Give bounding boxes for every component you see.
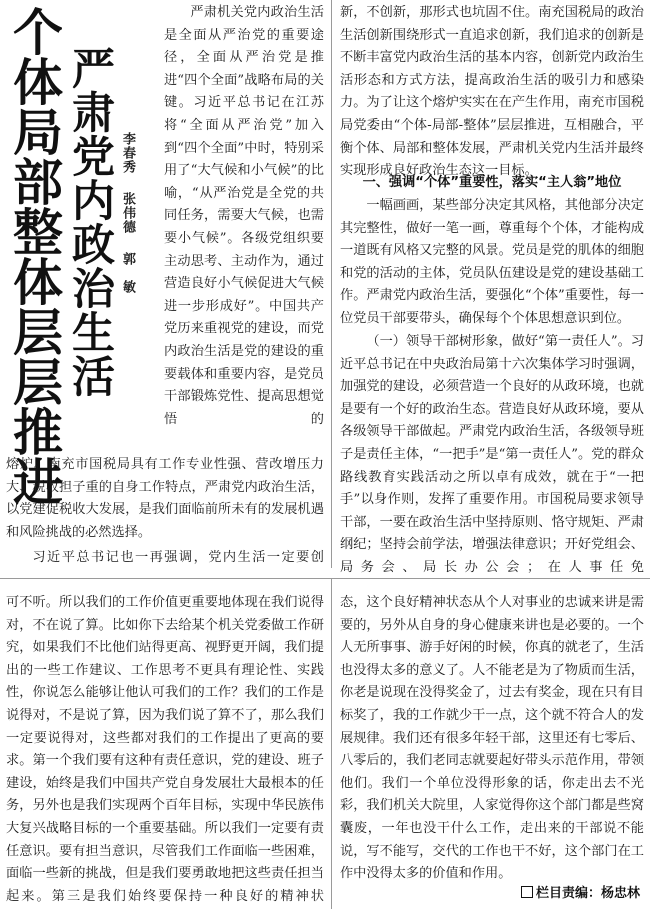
column-divider-bottom: [331, 578, 332, 909]
right-paragraph-1: 新，不创新，那形式也坑固不住。南充国税局的政治生活创新围绕形式一直追求创新，我们追求的创新是不断丰富党内政治生活的基本内容，创新党内政治生活形态和方式方法，提高政治生活的吸引力和感染力。为了让这个熔炉实实在在产生作用，南充市国税局党委由“个体-局部-整体”层层推进，互相融合，平衡个体、局部和整体发展，严肃机关党内生活并最终实现形成良好政治生态这一目标。: [340, 5, 644, 179]
bottom-left-column: 可不听。所以我们的工作价值更重要地体现在我们说得对，不在说了算。比如你下去给某个机关党委做工作研究，如果我们不比他们站得更高、视野更开阔，我们提出的一些工作建议、工作思考不更具有理论性、实践性，你说怎么能够让他认可我们的工作？我们的工作是说得对，不是说了算，因为我们说了算不了，那么我们一定要说得对，这些都对我们的工作提出了更高的要求。第一个我们要有这种有责任意识，党的建设、班子建设，始终是我们中国共产党自身发展壮大最根本的任务，另外也是我们实现两个百年目标，实现中华民族伟大复兴战略目标的一个重要基础。所以我们一定要有责任意识。要有担当意识，尽管我们工作面临一些困难，面临一些新的挑战，但是我们要勇敢地把这些责任担当起来。第三是我们始终要保持一种良好的精神状: [6, 595, 324, 904]
author-2: 张伟德: [120, 192, 135, 234]
author-1: 李春秀: [120, 132, 135, 174]
section-heading-1: 一、强调“个体”重要性，落实“主人翁”地位: [362, 175, 622, 190]
intro-narrow-column: 严肃机关党内政治生活是全面从严治党的重要途径，全面从严治党是推进“四个全面”战略布局的关键。习近平总书记在江苏将“全面从严治党”加入到“四个全面”中时，特别采用了“大气候和小气候”的比喻，“从严治党是全党的共同任务，需要大气候，也需要小气候”。各级党组织要主动思考、主动作为，通过营造良好小气候促进大气候进一步形成好”。中国共产党历来重视党的建设，而党内政治生活是党的建设的重要载体和重要内容，是党员干部锻炼党性、提高思想觉悟的: [164, 5, 324, 427]
right-paragraph-2: 一幅画画，某些部分决定其风格，其他部分决定其完整性，做好一笔一画，尊重每个个体，才能构成一道既有风格又完整的风景。党员是党的肌体的细胞和党的活动的主体，党员队伍建设是党的建设基础工作。严肃党内政治生活，要强化“个体”重要性，每一位党员干部要带头，确保每个个体思想意识到位。: [340, 198, 644, 326]
author-3: 郭 敏: [120, 252, 135, 294]
column-divider-top: [331, 0, 332, 568]
bottom-right-column: 态，这个良好精神状态从个人对事业的忠诚来讲是需要的，另外从自身的身心健康来讲也是必要的。一个人无所事事、游手好闲的时候，你真的就老了，生活也没得太多的意义了。人不能老是为了物质而生活，你老是说现在没得奖金了，过去有奖金，现在只有目标奖了，我的工作就少干一点，这个就不符合人的发展规律。我们还有很多年轻干部，这里还有七零后、八零后的，我们老同志就要起好带头示范作用，带领他们。我们一个单位没得形象的话，你走出去不光彩，我们机关大院里，人家觉得你这个部门都是些窝囊废，一年也没干什么工作，走出来的干部说不能说，写不能写，交代的工作也干不好，这个部门在工作中没得太多的价值和作用。: [340, 595, 644, 882]
article-title-sub: 严肃党内政治生活: [65, 46, 115, 398]
right-paragraph-3: （一）领导干部树形象，做好“第一责任人”。习近平总书记在中央政治局第十六次集体学习时强调，加强党的建设，必须营造一个良好的从政环境，也就是要有一个好的政治生态。营造良好从政环境，要从各级领导干部做起。严肃党内政治生活，各级领导班子是责任主体，“一把手”是“第一责任人”。党的群众路线教育实践活动之所以卓有成效，就在于“一把手”以身作则，发挥了重要作用。市国税局要求领导干部，一要在政治生活中坚持原则、恪守规矩、严肃纲纪；坚持会前学法，增强法律意识；开好党组会、局务会、局长办公会；在人事任免: [340, 334, 644, 575]
section-divider: [0, 578, 650, 579]
intro-continuation-line: 习近平总书记也一再强调，党内生活一定要创: [32, 550, 324, 565]
editor-label: 栏目责编：杨忠林: [535, 886, 640, 901]
column-editor-credit: [521, 882, 640, 901]
box-icon: [521, 886, 533, 898]
article-title-main: 个体局部整体层层推进: [5, 6, 63, 506]
intro-wide-column: 熔炉。南充市国税局具有工作专业性强、营改增压力大、税收担子重的自身工作特点，严肃党内政治生活，以党建促税收大发展，是我们面临前所未有的发展机遇和风险挑战的必然选择。: [6, 457, 324, 540]
